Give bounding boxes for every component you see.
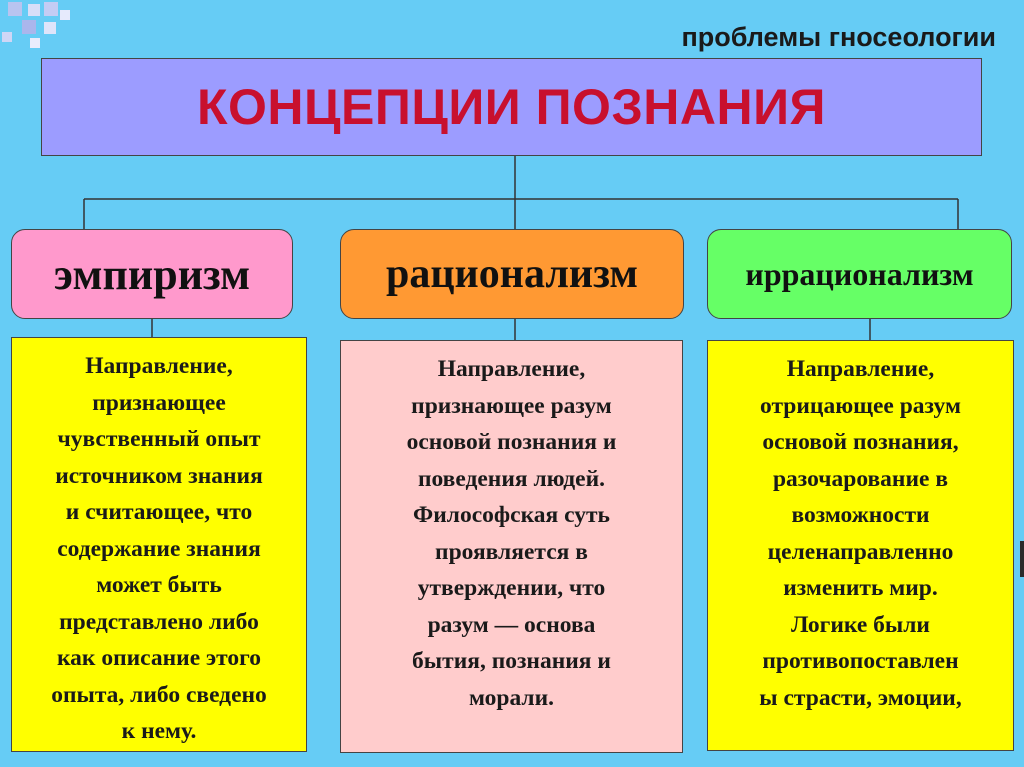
subtitle: проблемы гносеологии (681, 22, 996, 52)
description-line: изменить мир. (783, 575, 938, 601)
description-line: как описание этого (56, 645, 261, 671)
description-line: источником знания (55, 462, 263, 489)
description-line: проявляется в (435, 538, 588, 565)
description-line: утверждении, что (417, 575, 606, 601)
description-line: Направление, (437, 356, 586, 382)
description-line: представлено либо (59, 608, 259, 635)
description-line: может быть (96, 572, 222, 598)
description-line: опыта, либо сведено (51, 681, 267, 708)
edge-mark (1020, 541, 1024, 577)
description-line: признающее (92, 389, 226, 416)
concept-rationalism: рационализм (340, 229, 684, 319)
description-line: противопоставлен (762, 648, 959, 674)
description-line: Логике были (791, 611, 930, 638)
description-line: содержание знания (57, 535, 261, 562)
description-line: Направление, (85, 353, 233, 379)
concept-empiricism: эмпиризм (11, 229, 293, 319)
description-line: основой познания и (406, 429, 617, 455)
description-line: ы страсти, эмоции, (759, 684, 962, 711)
description-line: Направление, (786, 356, 935, 382)
description-line: Философская суть (413, 502, 610, 528)
description-line: чувственный опыт (57, 426, 261, 452)
description-line: разум — основа (427, 611, 596, 638)
description-line: морали. (468, 684, 555, 711)
description-line: целенаправленно (767, 538, 954, 565)
description-line: возможности (791, 502, 930, 528)
description-rationalism (340, 340, 683, 753)
description-line: и считающее, что (65, 499, 253, 525)
description-line: признающее разум (411, 392, 612, 419)
description-line: основой познания, (762, 429, 959, 455)
concept-irrationalism: иррационализм (707, 229, 1012, 319)
description-line: к нему. (121, 718, 197, 744)
description-line: отрицающее разум (760, 392, 961, 419)
description-empiricism (11, 337, 307, 752)
description-line: поведения людей. (417, 465, 606, 492)
title-box (41, 58, 982, 156)
description-line: бытия, познания и (412, 648, 611, 674)
corner-squares-decoration (0, 0, 80, 50)
description-irrationalism (707, 340, 1014, 751)
page-title: КОНЦЕПЦИИ ПОЗНАНИЯ (197, 79, 826, 135)
description-line: разочарование в (772, 465, 949, 492)
